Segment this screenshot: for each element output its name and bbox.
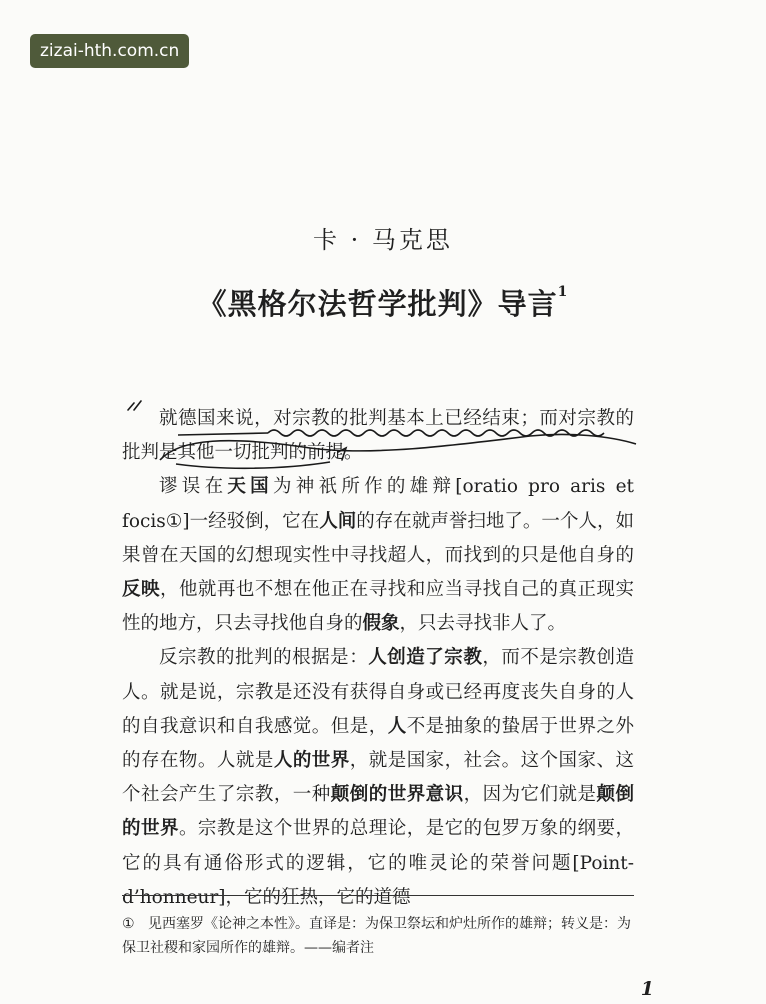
paragraph-p2 — [122, 470, 634, 641]
footnote — [122, 912, 634, 960]
page-title — [0, 282, 766, 323]
watermark-badge — [30, 34, 189, 68]
text-run: 就德国来说，对宗教的批判基本上已经结束；而对宗教的批判是其他一切批判的前提。 — [122, 408, 634, 464]
title-text: 《黑格尔法哲学批判》导言 — [197, 287, 558, 321]
text-run: ，就是国家，社会。这个国家、这个社会产生了宗教，一种 — [122, 750, 634, 806]
text-run: 谬误在 — [159, 476, 228, 498]
text-run: ，他就再也不想在他正在寻找和应当寻找自己的真正现实性的地方，只去寻找他自身的 — [122, 579, 634, 635]
bold-term: 人的世界 — [273, 750, 350, 772]
text-run: 。宗教是这个世界的总理论，是它的包罗万象的纲要，它的具有通俗形式的逻辑，它的唯灵论的荣誉问题[Point-d’honneur]，它的狂热，它的道德 — [122, 818, 634, 908]
title-note-ref: 1 — [557, 284, 569, 300]
bold-term: 颠倒的世界 — [122, 784, 634, 840]
paragraph-p3 — [122, 641, 634, 915]
bold-term: 天国 — [227, 476, 273, 498]
body-text — [122, 402, 634, 915]
text-run: 不是抽象的蛰居于世界之外的存在物。人就是 — [122, 715, 634, 772]
paragraph-p1 — [122, 402, 634, 470]
footnote-text: 见西塞罗《论神之本性》。直译是：为保卫祭坛和炉灶所作的雄辩；转义是：为保卫社稷和家园所作的雄辩。——编者注 — [122, 916, 631, 956]
bold-term: 反映 — [122, 579, 160, 601]
text-run: 反宗教的批判的根据是： — [159, 647, 369, 669]
bold-term: 人间 — [319, 510, 357, 532]
author-name: 卡 · 马克思 — [313, 226, 453, 254]
text-run: ，只去寻找非人了。 — [399, 613, 567, 635]
text-run: 的存在就声誉扫地了。一个人，如果曾在天国的幻想现实性中寻找超人，而找到的只是他自身的 — [122, 510, 634, 566]
text-run: ，而不是宗教创造人。就是说，宗教是还没有获得自身或已经再度丧失自身的人的自我意识和自我感觉。但是， — [122, 647, 634, 737]
footnote-divider — [122, 895, 634, 896]
watermark-text: zizai-hth.com.cn — [40, 41, 180, 61]
text-run: 为神祇所作的雄辩[oratio pro aris et focis①]一经驳倒，它在 — [122, 476, 634, 532]
bold-term: 颠倒的世界意识 — [330, 784, 464, 806]
bold-term: 人 — [387, 715, 407, 737]
text-run: ，因为它们就是 — [463, 784, 597, 806]
page-number: 1 — [640, 978, 654, 1000]
bold-term: 假象 — [362, 613, 400, 635]
footnote-mark: ① — [122, 916, 135, 932]
bold-term: 人创造了宗教 — [368, 647, 483, 669]
